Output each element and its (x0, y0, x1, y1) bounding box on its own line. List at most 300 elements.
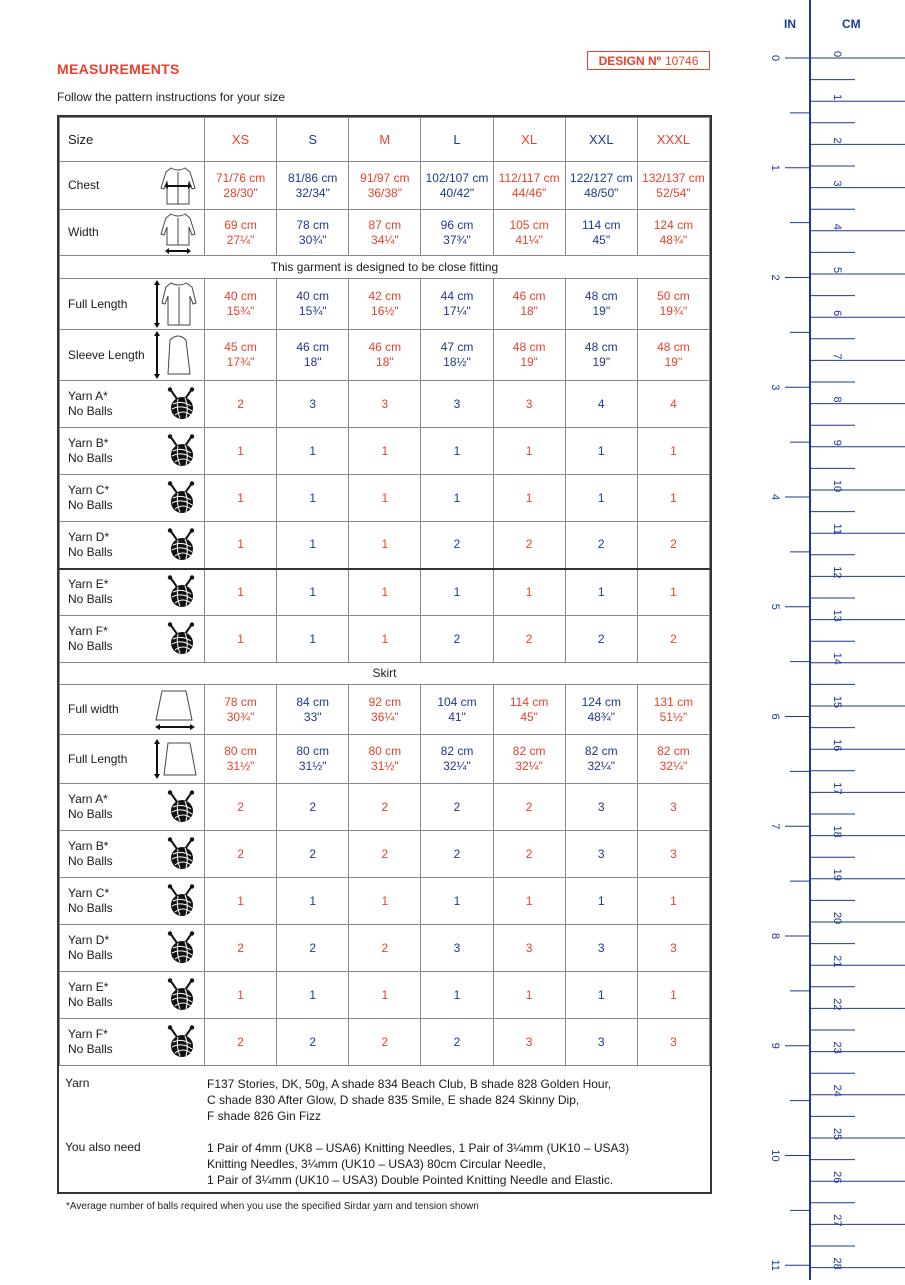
value-cell: 1 (349, 878, 421, 925)
value-cell (205, 210, 277, 256)
value-cm: 84 cm (296, 694, 330, 709)
value-cell (421, 279, 493, 330)
value-cell (637, 330, 709, 381)
value-in: 19" (520, 355, 538, 369)
value-cell: 1 (277, 475, 349, 522)
also-need-label: You also need (65, 1140, 141, 1154)
value-cell (637, 210, 709, 256)
value-cell: 2 (277, 831, 349, 878)
row-label-cell (60, 972, 205, 1019)
row-label-cell (60, 162, 205, 210)
row-label: Yarn A* No Balls (68, 792, 113, 821)
need-line: Knitting Needles, 3¼mm (UK10 – USA3) 80cm Circular Needle, (207, 1157, 546, 1171)
value-cell (637, 279, 709, 330)
value-cell: 1 (277, 878, 349, 925)
inch-number: 5 (769, 603, 781, 610)
value-cell: 2 (637, 616, 709, 663)
size-header-l: L (421, 118, 493, 162)
table-row-width (60, 210, 710, 256)
row-label-cell (60, 1019, 205, 1066)
value-cm: 82 cm (657, 744, 690, 758)
yarn-ball-icon (164, 387, 198, 421)
value-cell: 1 (349, 522, 421, 569)
value-cell: 1 (277, 616, 349, 663)
row-label-cell (60, 616, 205, 663)
value-in: 36/38" (367, 185, 402, 200)
value-cm: 42 cm (368, 289, 402, 303)
value-cell: 1 (277, 972, 349, 1019)
cm-number: 2 (831, 137, 843, 144)
row-label: Yarn B* No Balls (68, 436, 113, 465)
yarn-ball-icon (164, 884, 198, 918)
row-label-cell (60, 784, 205, 831)
value-cell (637, 735, 709, 784)
value-cell (421, 685, 493, 735)
ruler-cm-label: CM (842, 17, 861, 31)
cm-number: 1 (831, 94, 843, 101)
value-in: 28/30" (223, 185, 258, 200)
page-title: MEASUREMENTS (57, 61, 180, 77)
value-cell: 3 (349, 381, 421, 428)
value-cell: 1 (349, 616, 421, 663)
value-in: 34¼" (371, 232, 399, 247)
value-cm: 48 cm (512, 340, 546, 354)
value-in: 18" (520, 304, 538, 318)
size-header-xxxl: XXXL (637, 118, 709, 162)
value-cell: 3 (421, 925, 493, 972)
cm-number: 5 (831, 266, 843, 274)
materials-notes (57, 1076, 712, 1188)
value-cm: 114 cm (582, 217, 621, 232)
cm-number: 25 (831, 1127, 843, 1141)
value-in: 15¾" (298, 304, 327, 318)
chest-cardigan-icon (158, 164, 198, 208)
value-in: 18" (376, 355, 394, 369)
footnote: *Average number of balls required when you use the specified Sirdar yarn and tension shown (66, 1201, 479, 1212)
value-cell (205, 162, 277, 210)
value-cell: 2 (205, 1019, 277, 1066)
value-in: 32/34" (295, 185, 330, 200)
value-cell (277, 210, 349, 256)
value-cell (277, 330, 349, 381)
value-cell: 1 (637, 475, 709, 522)
table-row-skirt-yarn-e (60, 972, 710, 1019)
row-label: Yarn E* No Balls (68, 577, 113, 607)
value-cm: 104 cm (437, 694, 477, 709)
value-cell (349, 330, 421, 381)
value-cell: 2 (637, 522, 709, 569)
table-row-skirt-yarn-b (60, 831, 710, 878)
value-cell (493, 330, 565, 381)
cm-number: 16 (831, 739, 843, 752)
row-label-cell (60, 475, 205, 522)
row-label: Full Length (68, 751, 128, 766)
value-cell: 1 (205, 522, 277, 569)
value-cell (493, 162, 565, 210)
value-cm: 47 cm (440, 340, 474, 354)
value-cell: 1 (205, 475, 277, 522)
value-cell: 1 (565, 878, 637, 925)
measurements-table (57, 115, 712, 1194)
row-label: Yarn C* No Balls (68, 483, 113, 512)
value-cell: 1 (565, 475, 637, 522)
value-cell: 2 (565, 522, 637, 569)
value-cell: 2 (349, 831, 421, 878)
value-cm: 82 cm (440, 744, 474, 758)
inch-number: 8 (769, 932, 781, 940)
row-label: Full width (68, 702, 119, 716)
value-cell (277, 279, 349, 330)
cm-number: 4 (831, 223, 843, 230)
value-cell: 2 (421, 616, 493, 663)
value-in: 30¾" (226, 709, 255, 724)
value-cm: 45 cm (224, 340, 257, 354)
size-label: Size (60, 118, 205, 162)
value-cell: 1 (493, 428, 565, 475)
value-cell (565, 735, 637, 784)
value-cell: 1 (277, 522, 349, 569)
cm-number: 3 (831, 180, 843, 187)
row-label: Yarn F* No Balls (68, 624, 113, 653)
value-cm: 78 cm (224, 694, 257, 709)
value-in: 31½" (226, 759, 255, 773)
value-cm: 102/107 cm (425, 170, 489, 185)
design-number: 10746 (665, 53, 699, 68)
value-cell: 1 (565, 428, 637, 475)
value-cm: 105 cm (509, 217, 549, 232)
value-cell: 2 (349, 1019, 421, 1066)
value-cell: 3 (637, 925, 709, 972)
inch-number: 1 (769, 164, 781, 171)
table-row-skirt-yarn-c (60, 878, 710, 925)
cm-number: 6 (831, 310, 843, 317)
table-row-yarn-e (60, 569, 710, 616)
table-row-skirt-full-width (60, 685, 710, 735)
cm-number: 7 (831, 353, 843, 360)
row-label-cell (60, 428, 205, 475)
value-cell: 1 (277, 569, 349, 616)
value-cm: 50 cm (657, 289, 690, 303)
value-cell: 1 (205, 878, 277, 925)
need-line: 1 Pair of 4mm (UK8 – USA6) Knitting Needles, 1 Pair of 3¼mm (UK10 – USA3) (207, 1141, 630, 1155)
value-cm: 124 cm (653, 217, 694, 232)
value-cm: 48 cm (657, 340, 690, 354)
value-cell: 1 (493, 972, 565, 1019)
value-in: 18½" (443, 355, 471, 369)
cm-number: 26 (831, 1171, 843, 1184)
value-cell (349, 685, 421, 735)
value-cell: 2 (205, 784, 277, 831)
value-cell: 4 (637, 381, 709, 428)
inch-number: 6 (769, 713, 781, 720)
value-in: 30¾" (298, 232, 327, 247)
value-in: 18" (303, 355, 322, 369)
inch-number: 4 (769, 493, 781, 501)
cm-number: 9 (831, 439, 843, 446)
value-cm: 132/137 cm (642, 170, 705, 185)
value-cell: 2 (421, 1019, 493, 1066)
value-in: 48/50" (584, 185, 619, 200)
cm-number: 11 (831, 523, 843, 535)
skirt-width-icon (152, 688, 198, 732)
row-label-cell (60, 831, 205, 878)
value-cell (205, 279, 277, 330)
value-cm: 78 cm (296, 217, 330, 232)
inch-number: 11 (769, 1259, 781, 1271)
value-in: 41¼" (515, 232, 543, 247)
value-cm: 92 cm (368, 694, 402, 709)
size-header-xxl: XXL (565, 118, 637, 162)
row-label-cell (60, 330, 205, 381)
yarn-ball-icon (164, 790, 198, 824)
table-row-full-length (60, 279, 710, 330)
row-label: Chest (68, 178, 100, 192)
yarn-line: F137 Stories, DK, 50g, A shade 834 Beach Club, B shade 828 Golden Hour, (207, 1077, 612, 1091)
value-cm: 71/76 cm (215, 170, 266, 185)
value-cm: 44 cm (440, 289, 474, 303)
value-cell: 1 (493, 569, 565, 616)
value-cm: 87 cm (368, 217, 402, 232)
value-cell: 2 (205, 381, 277, 428)
yarn-ball-icon (164, 575, 198, 609)
row-label: Yarn C* No Balls (68, 886, 113, 915)
value-in: 17¾" (226, 355, 255, 369)
table-row-chest (60, 162, 710, 210)
value-in: 31½" (298, 759, 327, 773)
table-row-skirt-yarn-d (60, 925, 710, 972)
width-cardigan-icon (158, 211, 198, 255)
size-header-s: S (277, 118, 349, 162)
row-label-cell (60, 925, 205, 972)
value-cm: 131 cm (653, 694, 694, 709)
value-in: 37¾" (443, 232, 471, 247)
inch-number: 2 (769, 274, 781, 281)
value-cm: 112/117 cm (498, 170, 560, 185)
row-label: Yarn D* No Balls (68, 933, 113, 962)
table-row-skirt-yarn-a (60, 784, 710, 831)
value-cell: 1 (637, 878, 709, 925)
value-cell (349, 162, 421, 210)
value-in: 32¼" (515, 759, 543, 773)
value-cm: 91/97 cm (360, 170, 410, 185)
value-cell: 3 (565, 925, 637, 972)
value-cm: 82 cm (512, 744, 546, 758)
yarn-ball-icon (164, 978, 198, 1012)
value-in: 40/42" (439, 185, 475, 200)
value-cm: 114 cm (509, 694, 549, 709)
yarn-ball-icon (164, 528, 198, 562)
cm-number: 18 (831, 825, 843, 838)
design-number-badge (587, 51, 710, 70)
value-cell (205, 330, 277, 381)
row-label: Yarn E* No Balls (68, 980, 113, 1009)
cm-number: 10 (831, 479, 843, 493)
table-row-yarn-c (60, 475, 710, 522)
row-label: Yarn A* No Balls (68, 389, 113, 418)
value-cm: 80 cm (224, 744, 257, 758)
value-cell (421, 162, 493, 210)
row-label-cell (60, 569, 205, 616)
value-cell: 1 (421, 428, 493, 475)
also-need-text (203, 1140, 712, 1188)
value-cell (493, 279, 565, 330)
value-cell: 1 (421, 878, 493, 925)
cm-number: 12 (831, 566, 843, 579)
yarn-line: C shade 830 After Glow, D shade 835 Smile, E shade 824 Skinny Dip, (207, 1093, 580, 1107)
value-cm: 96 cm (440, 217, 474, 232)
value-cell: 2 (277, 1019, 349, 1066)
value-cm: 81/86 cm (288, 170, 338, 185)
yarn-text (203, 1076, 712, 1134)
value-cell: 2 (205, 831, 277, 878)
value-cell (421, 210, 493, 256)
value-cell: 2 (349, 925, 421, 972)
value-cell: 3 (277, 381, 349, 428)
value-cell: 1 (205, 569, 277, 616)
cm-number: 19 (831, 868, 843, 881)
value-cell: 1 (205, 616, 277, 663)
yarn-ball-icon (164, 1025, 198, 1059)
value-cm: 46 cm (368, 340, 402, 354)
yarn-label: Yarn (65, 1076, 90, 1090)
value-cell: 1 (349, 972, 421, 1019)
cm-number: 21 (831, 955, 843, 968)
yarn-ball-icon (164, 837, 198, 871)
value-cell: 1 (421, 972, 493, 1019)
value-cell: 1 (421, 475, 493, 522)
full-length-cardigan-icon (152, 279, 198, 329)
value-cell: 1 (637, 569, 709, 616)
value-cell: 1 (349, 428, 421, 475)
value-cm: 40 cm (296, 289, 330, 303)
size-header-xl: XL (493, 118, 565, 162)
cm-number: 0 (831, 50, 843, 58)
value-cell: 2 (349, 784, 421, 831)
cm-number: 28 (831, 1257, 843, 1270)
sleeve-length-icon (152, 330, 198, 380)
row-label: Width (68, 225, 99, 239)
value-in: 45" (592, 232, 611, 247)
inch-number: 0 (769, 54, 781, 62)
yarn-ball-icon (164, 931, 198, 965)
cm-number: 24 (831, 1084, 843, 1097)
value-cell (349, 279, 421, 330)
cm-number: 13 (831, 609, 843, 622)
value-cell: 1 (565, 569, 637, 616)
value-cell: 1 (349, 475, 421, 522)
value-cm: 48 cm (584, 340, 618, 354)
row-label: Full Length (68, 296, 128, 311)
value-in: 32¼" (659, 759, 688, 773)
value-cm: 80 cm (368, 744, 402, 758)
section-label: Skirt (60, 663, 710, 685)
value-cell: 3 (565, 831, 637, 878)
cm-number: 23 (831, 1041, 843, 1054)
value-cell (565, 210, 637, 256)
value-cell (349, 210, 421, 256)
value-cell: 1 (277, 428, 349, 475)
row-label: Yarn F* No Balls (68, 1027, 113, 1056)
value-cell: 3 (637, 784, 709, 831)
value-in: 52/54" (656, 185, 691, 200)
row-label: Yarn B* No Balls (68, 839, 113, 868)
value-cell (565, 279, 637, 330)
skirt-length-icon (152, 737, 198, 781)
size-header-row (60, 118, 710, 162)
cm-number: 27 (831, 1214, 843, 1227)
value-cell (349, 735, 421, 784)
value-in: 48¾" (659, 232, 688, 247)
value-cm: 82 cm (584, 744, 618, 758)
value-cm: 48 cm (584, 289, 618, 303)
value-cell: 3 (565, 1019, 637, 1066)
row-label-cell (60, 279, 205, 330)
row-label-cell (60, 381, 205, 428)
value-cell (205, 735, 277, 784)
value-cm: 80 cm (296, 744, 330, 758)
value-in: 19" (592, 304, 611, 318)
value-cell (277, 735, 349, 784)
yarn-line: F shade 826 Gin Fizz (207, 1109, 322, 1123)
page-subtitle: Follow the pattern instructions for your size (57, 90, 286, 104)
value-cell: 2 (421, 831, 493, 878)
value-cell: 1 (421, 569, 493, 616)
value-cell: 1 (205, 428, 277, 475)
table-row-skirt-yarn-f (60, 1019, 710, 1066)
value-cell: 3 (493, 1019, 565, 1066)
table-row-yarn-a (60, 381, 710, 428)
value-cell: 1 (637, 972, 709, 1019)
value-cell (565, 685, 637, 735)
cm-number: 15 (831, 695, 843, 709)
table-row-sleeve-length (60, 330, 710, 381)
value-cell: 2 (493, 831, 565, 878)
value-in: 19" (592, 355, 611, 369)
yarn-ball-icon (164, 434, 198, 468)
yarn-ball-icon (164, 481, 198, 515)
row-label-cell (60, 878, 205, 925)
value-cell: 2 (277, 784, 349, 831)
value-cell: 3 (637, 1019, 709, 1066)
value-cell: 1 (565, 972, 637, 1019)
value-in: 33" (303, 709, 322, 724)
value-in: 27¼" (226, 232, 255, 247)
value-cell: 2 (493, 616, 565, 663)
cm-number: 20 (831, 911, 843, 925)
value-in: 32¼" (443, 759, 471, 773)
value-in: 41" (448, 709, 466, 724)
row-label-cell (60, 522, 205, 569)
table-row-yarn-f (60, 616, 710, 663)
value-cell: 1 (493, 878, 565, 925)
value-cell: 1 (493, 475, 565, 522)
value-cell (637, 162, 709, 210)
value-in: 19¾" (659, 304, 688, 318)
value-cell (493, 685, 565, 735)
section-row (60, 256, 710, 279)
value-cell: 2 (205, 925, 277, 972)
value-cell (421, 330, 493, 381)
value-in: 16½" (371, 304, 399, 318)
yarn-ball-icon (164, 622, 198, 656)
value-cm: 46 cm (512, 289, 546, 303)
value-in: 48¾" (587, 709, 616, 724)
value-cell: 2 (493, 784, 565, 831)
value-cell: 2 (277, 925, 349, 972)
ruler (760, 0, 905, 1280)
value-cell: 3 (493, 381, 565, 428)
inch-number: 7 (769, 823, 781, 830)
